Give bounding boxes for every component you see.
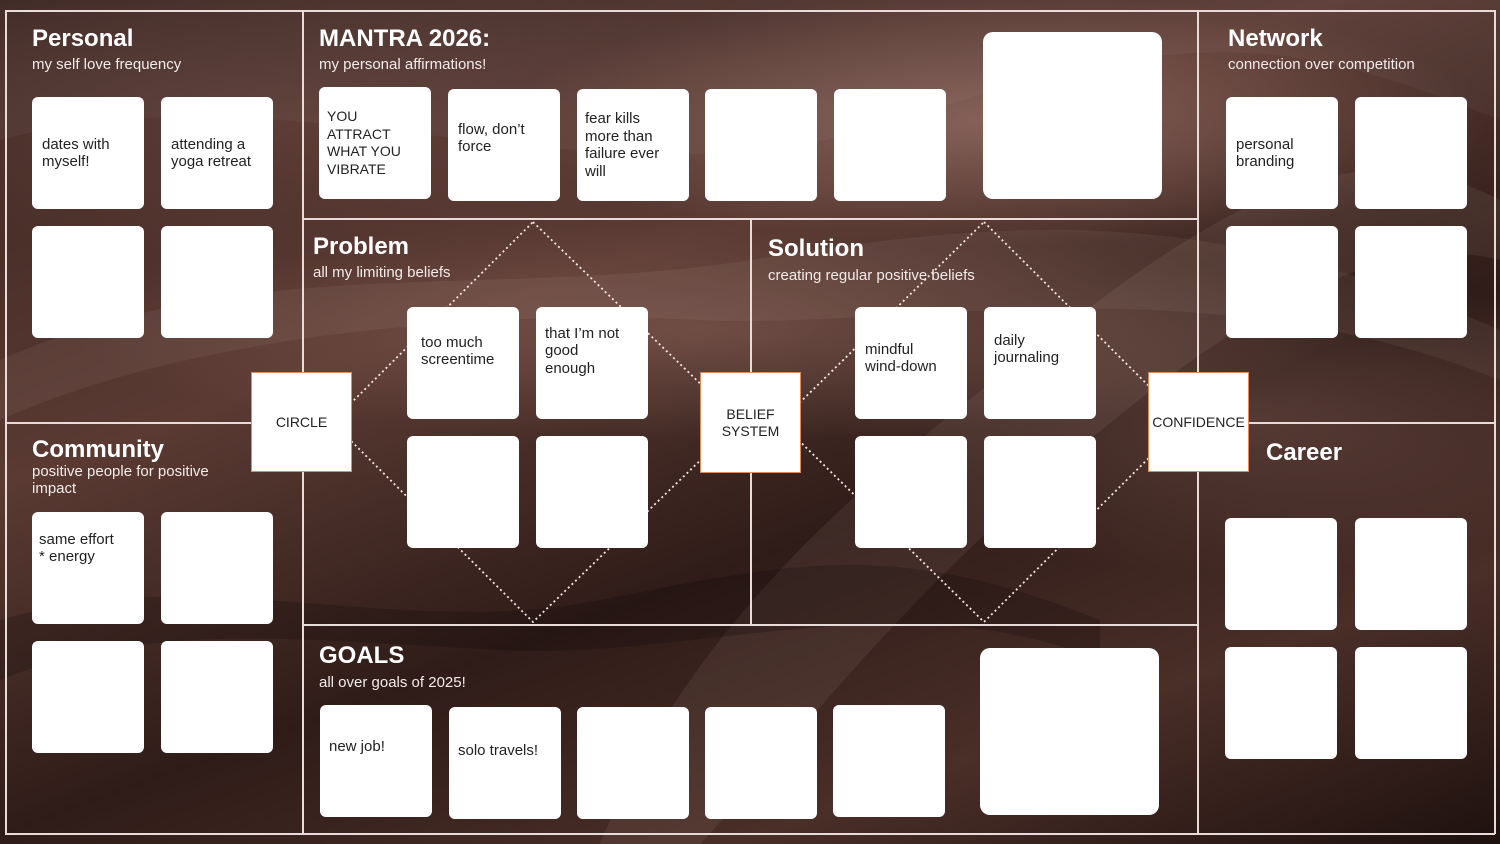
- note-text: solo travels!: [458, 742, 539, 760]
- sticky-note-empty[interactable]: [1355, 647, 1467, 759]
- goals-subtitle: all over goals of 2025!: [319, 674, 466, 691]
- career-title: Career: [1266, 439, 1343, 466]
- node-label: CIRCLE: [275, 413, 328, 430]
- mantra-subtitle: my personal affirmations!: [319, 56, 487, 73]
- sticky-note-empty[interactable]: [161, 512, 273, 624]
- sticky-note[interactable]: [407, 307, 519, 419]
- sticky-note[interactable]: [320, 705, 432, 817]
- sticky-note-empty[interactable]: [1226, 226, 1338, 338]
- network-title: Network: [1228, 25, 1323, 52]
- sticky-note[interactable]: [32, 97, 144, 209]
- frame-bottom: [5, 833, 1495, 835]
- divider-goals-top: [302, 624, 1198, 626]
- mantra-title: MANTRA 2026:: [319, 25, 491, 52]
- goals-title: GOALS: [319, 642, 405, 669]
- sticky-note-empty[interactable]: [1225, 647, 1337, 759]
- sticky-note[interactable]: [319, 87, 431, 199]
- sticky-note-empty[interactable]: [1225, 518, 1337, 630]
- sticky-note-empty[interactable]: [32, 226, 144, 338]
- node-label: CONFIDENCE: [1152, 413, 1245, 430]
- sticky-note[interactable]: [449, 707, 561, 819]
- note-text: daily journaling: [994, 331, 1060, 366]
- sticky-note[interactable]: [577, 89, 689, 201]
- sticky-note[interactable]: [448, 89, 560, 201]
- sticky-note-empty[interactable]: [536, 436, 648, 548]
- sticky-note-empty[interactable]: [705, 707, 817, 819]
- sticky-note-empty[interactable]: [32, 641, 144, 753]
- sticky-note-empty[interactable]: [834, 89, 946, 201]
- note-text: flow, don’t force: [458, 120, 525, 155]
- note-text: attending a yoga retreat: [171, 135, 252, 170]
- sticky-note[interactable]: [984, 307, 1096, 419]
- note-text: dates with myself!: [42, 135, 110, 170]
- sticky-note-empty[interactable]: [407, 436, 519, 548]
- network-subtitle: connection over competition: [1228, 56, 1415, 73]
- sticky-note-empty[interactable]: [1355, 226, 1467, 338]
- sticky-note-empty[interactable]: [705, 89, 817, 201]
- image-placeholder[interactable]: [983, 32, 1162, 199]
- circle-node[interactable]: [251, 372, 352, 472]
- divider-mantra-bottom: [302, 218, 1198, 220]
- community-title: Community: [32, 436, 164, 463]
- sticky-note-empty[interactable]: [577, 707, 689, 819]
- sticky-note[interactable]: [855, 307, 967, 419]
- note-text: that I’m not good enough: [545, 324, 620, 377]
- sticky-note-empty[interactable]: [984, 436, 1096, 548]
- frame-top: [5, 10, 1495, 12]
- sticky-note[interactable]: [161, 97, 273, 209]
- note-text: YOU ATTRACT WHAT YOU VIBRATE: [327, 108, 401, 177]
- sticky-note-empty[interactable]: [161, 641, 273, 753]
- sticky-note-empty[interactable]: [161, 226, 273, 338]
- solution-subtitle: creating regular positive beliefs: [768, 267, 975, 284]
- problem-subtitle: all my limiting beliefs: [313, 264, 451, 281]
- solution-title: Solution: [768, 235, 864, 262]
- node-label: BELIEF SYSTEM: [721, 405, 780, 439]
- note-text: same effort * energy: [39, 530, 114, 565]
- community-subtitle: positive people for positive impact: [32, 463, 209, 497]
- sticky-note[interactable]: [536, 307, 648, 419]
- sticky-note-empty[interactable]: [1355, 97, 1467, 209]
- sticky-note-empty[interactable]: [1355, 518, 1467, 630]
- belief-system-node[interactable]: [700, 372, 801, 473]
- personal-subtitle: my self love frequency: [32, 56, 182, 73]
- confidence-node[interactable]: [1148, 372, 1249, 472]
- note-text: mindful wind-down: [865, 340, 937, 375]
- sticky-note[interactable]: [32, 512, 144, 624]
- image-placeholder[interactable]: [980, 648, 1159, 815]
- sticky-note-empty[interactable]: [833, 705, 945, 817]
- note-text: fear kills more than failure ever will: [585, 110, 660, 180]
- sticky-note[interactable]: [1226, 97, 1338, 209]
- note-text: personal branding: [1236, 135, 1295, 170]
- problem-title: Problem: [313, 233, 410, 260]
- note-text: new job!: [329, 738, 385, 756]
- note-text: too much screentime: [421, 333, 495, 368]
- personal-title: Personal: [32, 25, 134, 52]
- sticky-note-empty[interactable]: [855, 436, 967, 548]
